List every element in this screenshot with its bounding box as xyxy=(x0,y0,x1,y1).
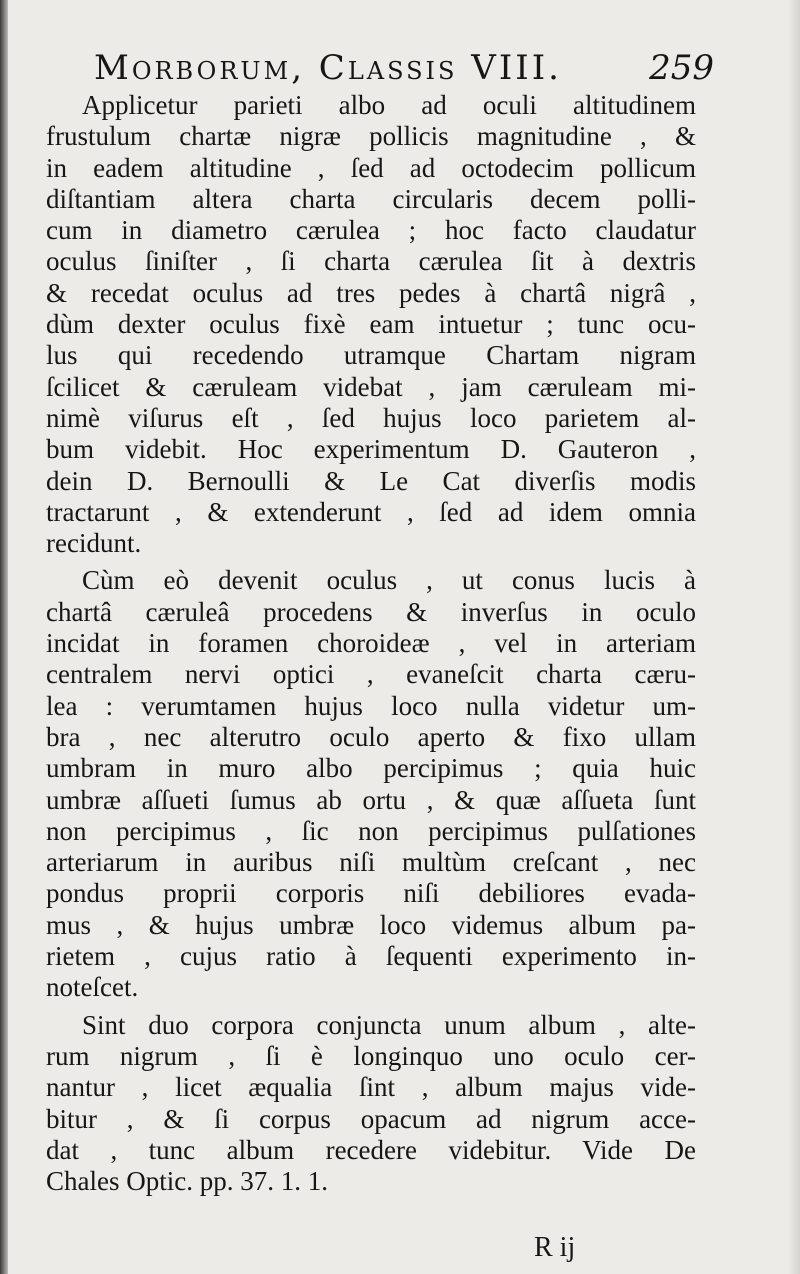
text-line: chartâ cæruleâ procedens & inverſus in oculo xyxy=(46,596,696,627)
text-line: recidunt. xyxy=(46,528,142,559)
page-gutter-shadow xyxy=(0,0,8,1274)
page-edge xyxy=(788,0,800,1274)
running-title: Morborum, Classis VIII. xyxy=(94,48,562,88)
text-line: Applicetur parieti albo ad oculi altitudinem xyxy=(82,90,696,120)
body-text xyxy=(46,90,696,1197)
text-line: dein D. Bernoulli & Le Cat diverſis modis xyxy=(46,465,696,496)
text-line: Sint duo corpora conjuncta unum album , alte- xyxy=(82,1009,696,1040)
text-line: Cùm eò devenit oculus , ut conus lucis à xyxy=(82,565,696,596)
page-number: 259 xyxy=(649,48,714,88)
signature-mark: R ij xyxy=(534,1232,576,1263)
text-line: incidat in foramen choroideæ , vel in arteriam xyxy=(46,628,696,659)
text-line: nantur , licet æqualia ſint , album majus vide- xyxy=(46,1072,696,1103)
text-line: Chales Optic. pp. 37. 1. 1. xyxy=(46,1166,328,1197)
text-line: arteriarum in auribus niſi multùm creſcant , nec xyxy=(46,847,696,878)
text-line: bitur , & ſi corpus opacum ad nigrum acce- xyxy=(46,1103,696,1134)
text-line: noteſcet. xyxy=(46,972,139,1003)
text-line: umbræ aſſueti ſumus ab ortu , & quæ aſſueta ſunt xyxy=(46,784,696,815)
text-line: dat , tunc album recedere videbitur. Vide De xyxy=(46,1134,696,1165)
text-line: lea : verumtamen hujus loco nulla videtur um- xyxy=(46,690,696,721)
text-line: mus , & hujus umbræ loco videmus album pa- xyxy=(46,909,696,940)
text-line: non percipimus , ſic non percipimus pulſationes xyxy=(46,815,696,846)
text-line: rum nigrum , ſi è longinquo uno oculo cer- xyxy=(46,1040,696,1071)
text-line: oculus ſiniſter , ſi charta cærulea ſit à dextris xyxy=(46,246,696,277)
text-line: lus qui recedendo utramque Chartam nigram xyxy=(46,340,696,371)
text-line: in eadem altitudine , ſed ad octodecim pollicum xyxy=(46,152,696,183)
text-line: frustulum chartæ nigræ pollicis magnitudine , & xyxy=(46,121,696,152)
text-line: bum videbit. Hoc experimentum D. Gauteron , xyxy=(46,434,696,465)
text-line: diſtantiam altera charta circularis decem polli- xyxy=(46,183,696,214)
text-line: dùm dexter oculus fixè eam intuetur ; tunc ocu- xyxy=(46,309,696,340)
text-line: umbram in muro albo percipimus ; quia huic xyxy=(46,753,696,784)
text-line: centralem nervi optici , evaneſcit charta cæru- xyxy=(46,659,696,690)
text-line: nimè viſurus eſt , ſed hujus loco parietem al- xyxy=(46,402,696,433)
text-line: & recedat oculus ad tres pedes à chartâ nigrâ , xyxy=(46,277,696,308)
text-line: tractarunt , & extenderunt , ſed ad idem omnia xyxy=(46,496,696,527)
text-line: pondus proprii corporis niſi debiliores evada- xyxy=(46,878,696,909)
text-line: bra , nec alterutro oculo aperto & fixo ullam xyxy=(46,721,696,752)
text-line: cum in diametro cærulea ; hoc facto claudatur xyxy=(46,215,696,246)
text-line: ſcilicet & cæruleam videbat , jam cæruleam mi- xyxy=(46,371,696,402)
running-head xyxy=(94,46,714,90)
text-line: rietem , cujus ratio à ſequenti experimento in- xyxy=(46,941,696,972)
